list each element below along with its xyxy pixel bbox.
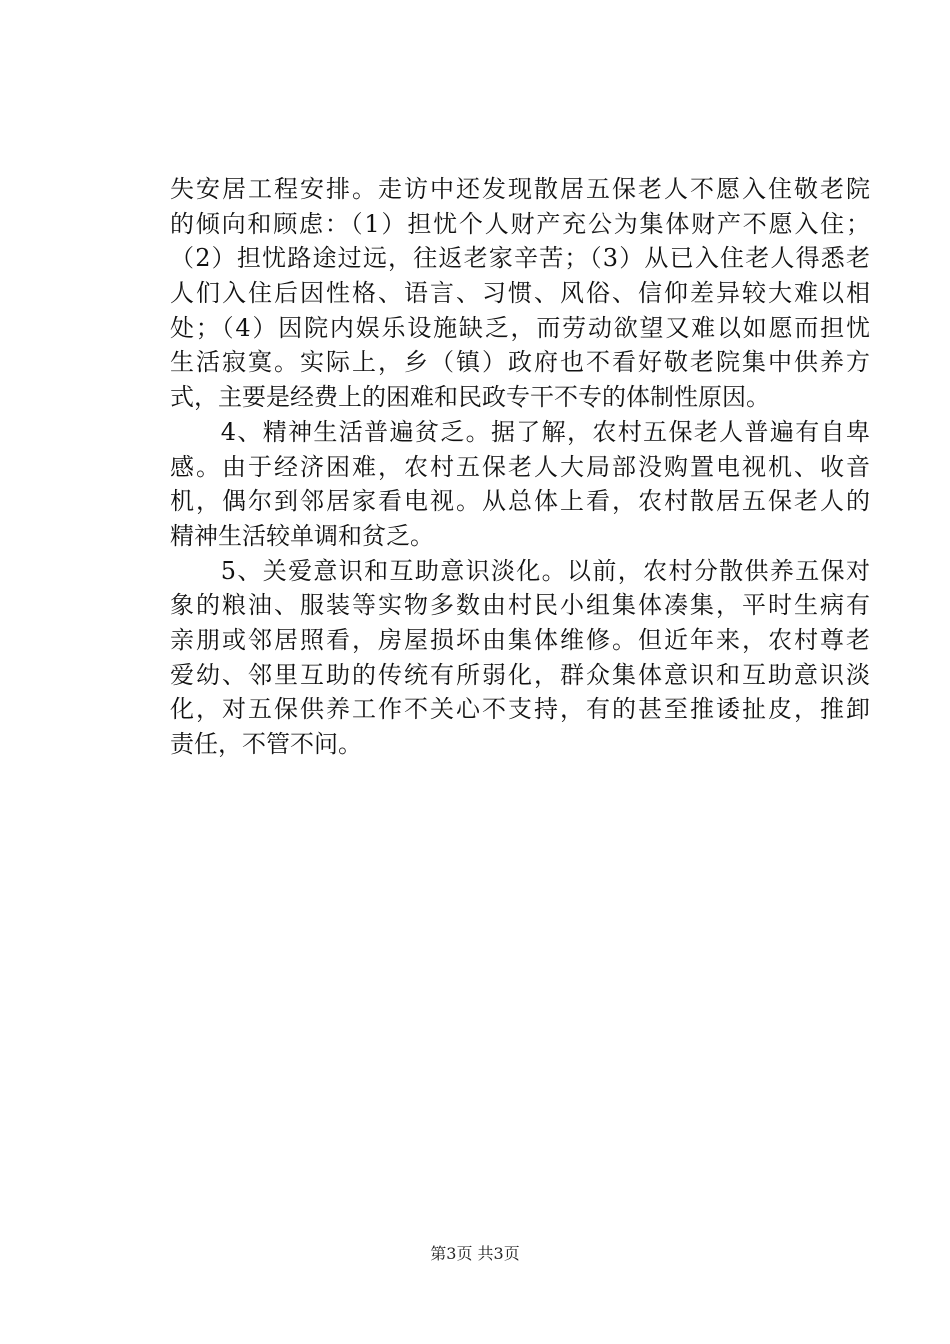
- text-line: 5、关爱意识和互助意识淡化。以前，农村分散供养五保对: [170, 556, 870, 585]
- text-line: 爱幼、邻里互助的传统有所弱化，群众集体意识和互助意识淡: [170, 660, 870, 689]
- text-line: 4、精神生活普遍贫乏。据了解，农村五保老人普遍有自卑: [170, 417, 870, 446]
- text-line: 象的粮油、服装等实物多数由村民小组集体凑集，平时生病有: [170, 591, 870, 620]
- text-line: 人们入住后因性格、语言、习惯、风俗、信仰差异较大难以相: [170, 279, 870, 308]
- text-line: 生活寂寞。实际上，乡（镇）政府也不看好敬老院集中供养方: [170, 348, 870, 377]
- text-line: 精神生活较单调和贫乏。: [170, 521, 434, 550]
- text-line: （2）担忧路途过远，往返老家辛苦；（3）从已入住老人得悉老: [170, 244, 870, 273]
- page-number-footer: 第3页 共3页: [430, 1244, 520, 1263]
- text-line: 化，对五保供养工作不关心不支持，有的甚至推诿扯皮，推卸: [170, 695, 870, 724]
- text-line: 式，主要是经费上的困难和民政专干不专的体制性原因。: [170, 383, 770, 412]
- paragraph-1: [170, 172, 870, 415]
- text-line: 失安居工程安排。走访中还发现散居五保老人不愿入住敬老院: [170, 175, 870, 203]
- paragraph-2: [170, 415, 870, 554]
- text-line: 感。由于经济困难，农村五保老人大局部没购置电视机、收音: [170, 452, 870, 481]
- text-line: 责任，不管不问。: [170, 730, 362, 758]
- text-line: 亲朋或邻居照看，房屋损坏由集体维修。但近年来，农村尊老: [170, 625, 870, 654]
- text-line: 处；（4）因院内娱乐设施缺乏，而劳动欲望又难以如愿而担忧: [170, 313, 870, 342]
- text-line: 机，偶尔到邻居家看电视。从总体上看，农村散居五保老人的: [170, 487, 870, 516]
- text-line: 的倾向和顾虑：（1）担忧个人财产充公为集体财产不愿入住；: [170, 209, 870, 238]
- document-body: [170, 172, 870, 762]
- paragraph-3: [170, 554, 870, 762]
